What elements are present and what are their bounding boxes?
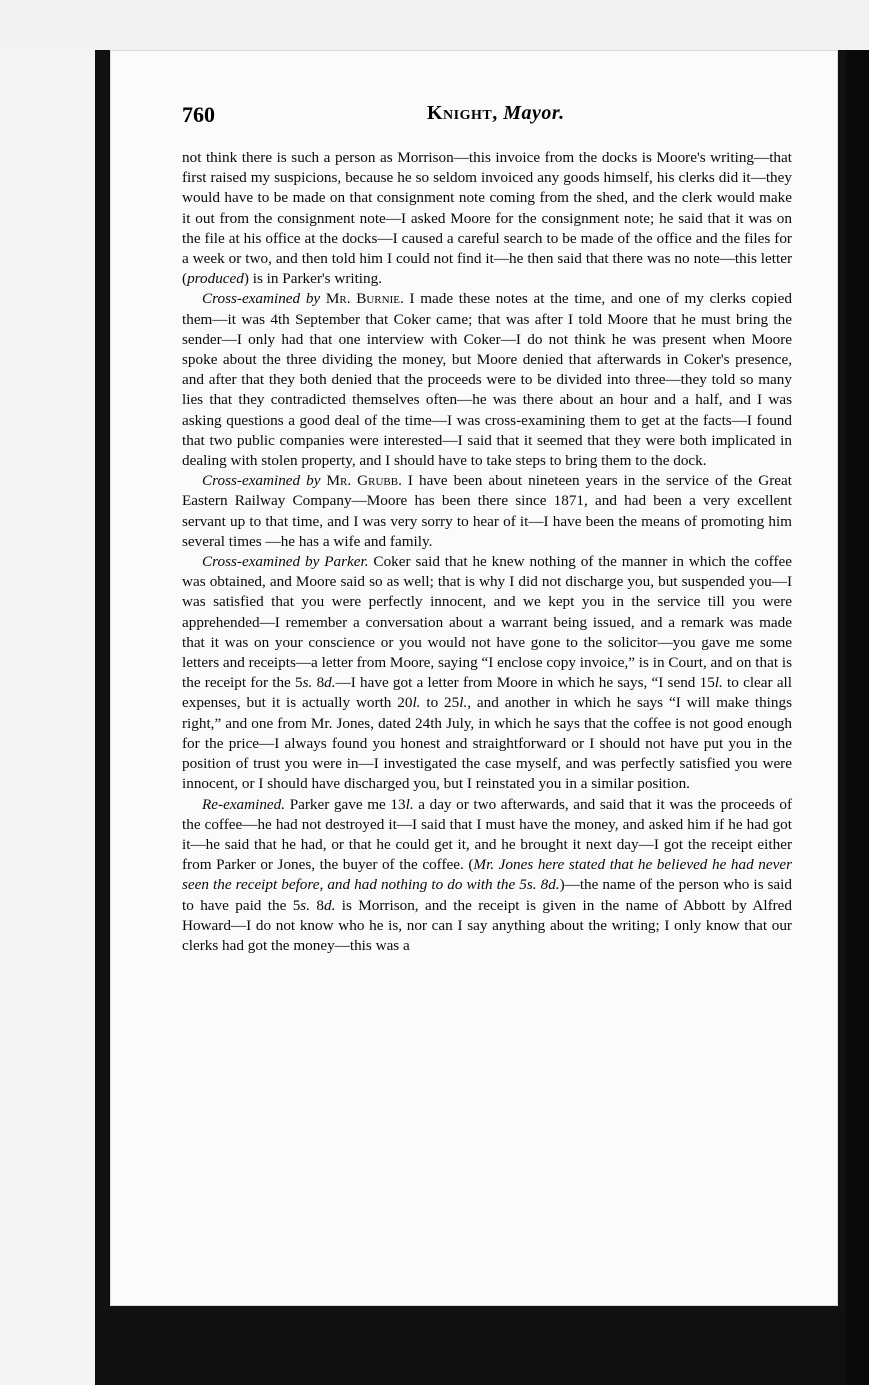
page-header [182,102,802,130]
book-page [110,50,838,1306]
paragraph-cross-examined-burnie [182,289,792,471]
text-segment: Coker said that he knew nothing of the manner in which the coffee was obtained, and Moore said so as well; that is why I did not discharge you, but suspended you—I was satisfied that you were perfectly innocent, and we kept you in the service till you were apprehended—I remember a conversation about a warrant being issued, and a remark was made that it was on your conscience or you would not have gone to the solicitor—you gave me some letters and receipts—a letter from Moore, saying “I enclose copy invoice,” is in Court, and on that is the receipt for the 5 [182,553,792,692]
running-head-title: Mayor. [503,102,565,124]
paragraph-cross-examined-grubb [182,471,792,552]
text-segment: d. [324,896,336,914]
text-segment: )—the name of the person who is said to have paid the 5 [182,876,792,914]
running-head-name: Knight, [427,102,498,124]
text-segment: —I have got a letter from Moore in which he says, “I send 15 [335,674,715,692]
text-segment: to clear all expenses, but it is actually worth 20 [182,674,792,712]
text-segment: is Morrison, and the receipt is given in the name of Abbott by Alfred Howard—I do not know who he is, nor can I say anything about the writing; I only know that our clerks had got the money—this was a [182,896,793,954]
paragraph-re-examined [182,795,792,957]
page-number: 760 [182,102,215,127]
scan-right-edge [846,50,869,1385]
text-segment: 8 [310,896,324,914]
text-segment: not think there is such a person as Morrison—this invoice from the docks is Moore's writing—that first raised my suspicions, because he so seldom invoiced any goods himself, his clerks did it—they would have to be made on that consignment note coming from the shed, and the clerk would make it out from the consignment note—I asked Moore for the consignment note; he said that it was on the file at his office at the docks—I caused a careful search to be made of the office and the files for a week or two, and then told him I could not find it—he then said that there was no note—this letter ( [182,149,792,288]
text-segment: I have been about nineteen years in the service of the Great Eastern Railway Company—Moore has been there since 1871, and had been a very excellent servant up to that time, and I was very sorry to hear of it—I have been the means of promoting him several times —he has a wife and family. [182,472,792,550]
scan-top-margin [0,0,869,50]
text-segment: 8 [312,674,325,692]
text-segment: s. [302,674,313,692]
text-segment: ) is in Parker's writing. [243,270,383,288]
text-segment: l., [459,694,472,712]
text-segment: and another in which he says “I will make things right,” and one from Mr. Jones, dated 24th July, in which he says that the coffee is not good enough for the price—I always found you honest and straightforward or I should not have put you in the position of trust you were in—I investigated the case myself, and was perfectly satisfied you were innocent, or I should have discharged you, but I reinstated you in a similar position. [182,694,792,793]
page-body [182,148,792,956]
text-segment: to 25 [420,694,460,712]
text-segment: s. [300,896,311,914]
text-segment: produced [187,270,244,288]
text-segment: Cross-examined by Parker. [202,553,369,571]
text-segment: l. [405,795,414,813]
scan-left-margin [0,50,95,1385]
text-segment: Mr. Burnie. [325,290,404,308]
paragraph-cross-examined-parker [182,552,792,794]
running-head [427,102,565,125]
text-segment: Mr. Jones here stated that he believed he had never seen the receipt before, and had nothing to do with the 5s. 8d. [182,856,792,894]
text-segment: Cross-examined by [202,290,326,308]
text-segment: Mr. Grubb. [326,472,402,490]
paragraph-continuation [182,148,792,289]
text-segment: a day or two afterwards, and said that it was the proceeds of the coffee—he had not destroyed it—I said that I must have the money, and asked him if he had got it—he said that he had, or that he could get it, and he brought it next day—I got the receipt either from Parker or Jones, the buyer of the coffee. ( [182,795,792,874]
text-segment: Parker gave me 13 [285,795,406,813]
text-segment: l. [412,694,421,712]
text-segment: Cross-examined by [202,472,327,490]
text-segment: Re-examined. [202,795,286,813]
scan-bottom-edge [95,1310,846,1385]
text-segment: l. [714,674,723,692]
text-segment: I made these notes at the time, and one of my clerks copied them—it was 4th September that Coker came; that was after I told Moore that he must bring the sender—I only had that one interview with Coker—I do not think he was present when Moore spoke about the three dividing the money, but Moore denied that afterwards in Coker's presence, and after that they both denied that the proceeds were to be divided into three—they told so many lies that they contradicted themselves often—he was there about an hour and a half, and I was asking questions a good deal of the time—I was cross-examining them to get at the facts—I found that two public companies were interested—I said that it seemed that they were both implicated in dealing with stolen property, and I should have to take steps to bring them to the dock. [182,290,792,470]
text-segment: d. [324,674,336,692]
